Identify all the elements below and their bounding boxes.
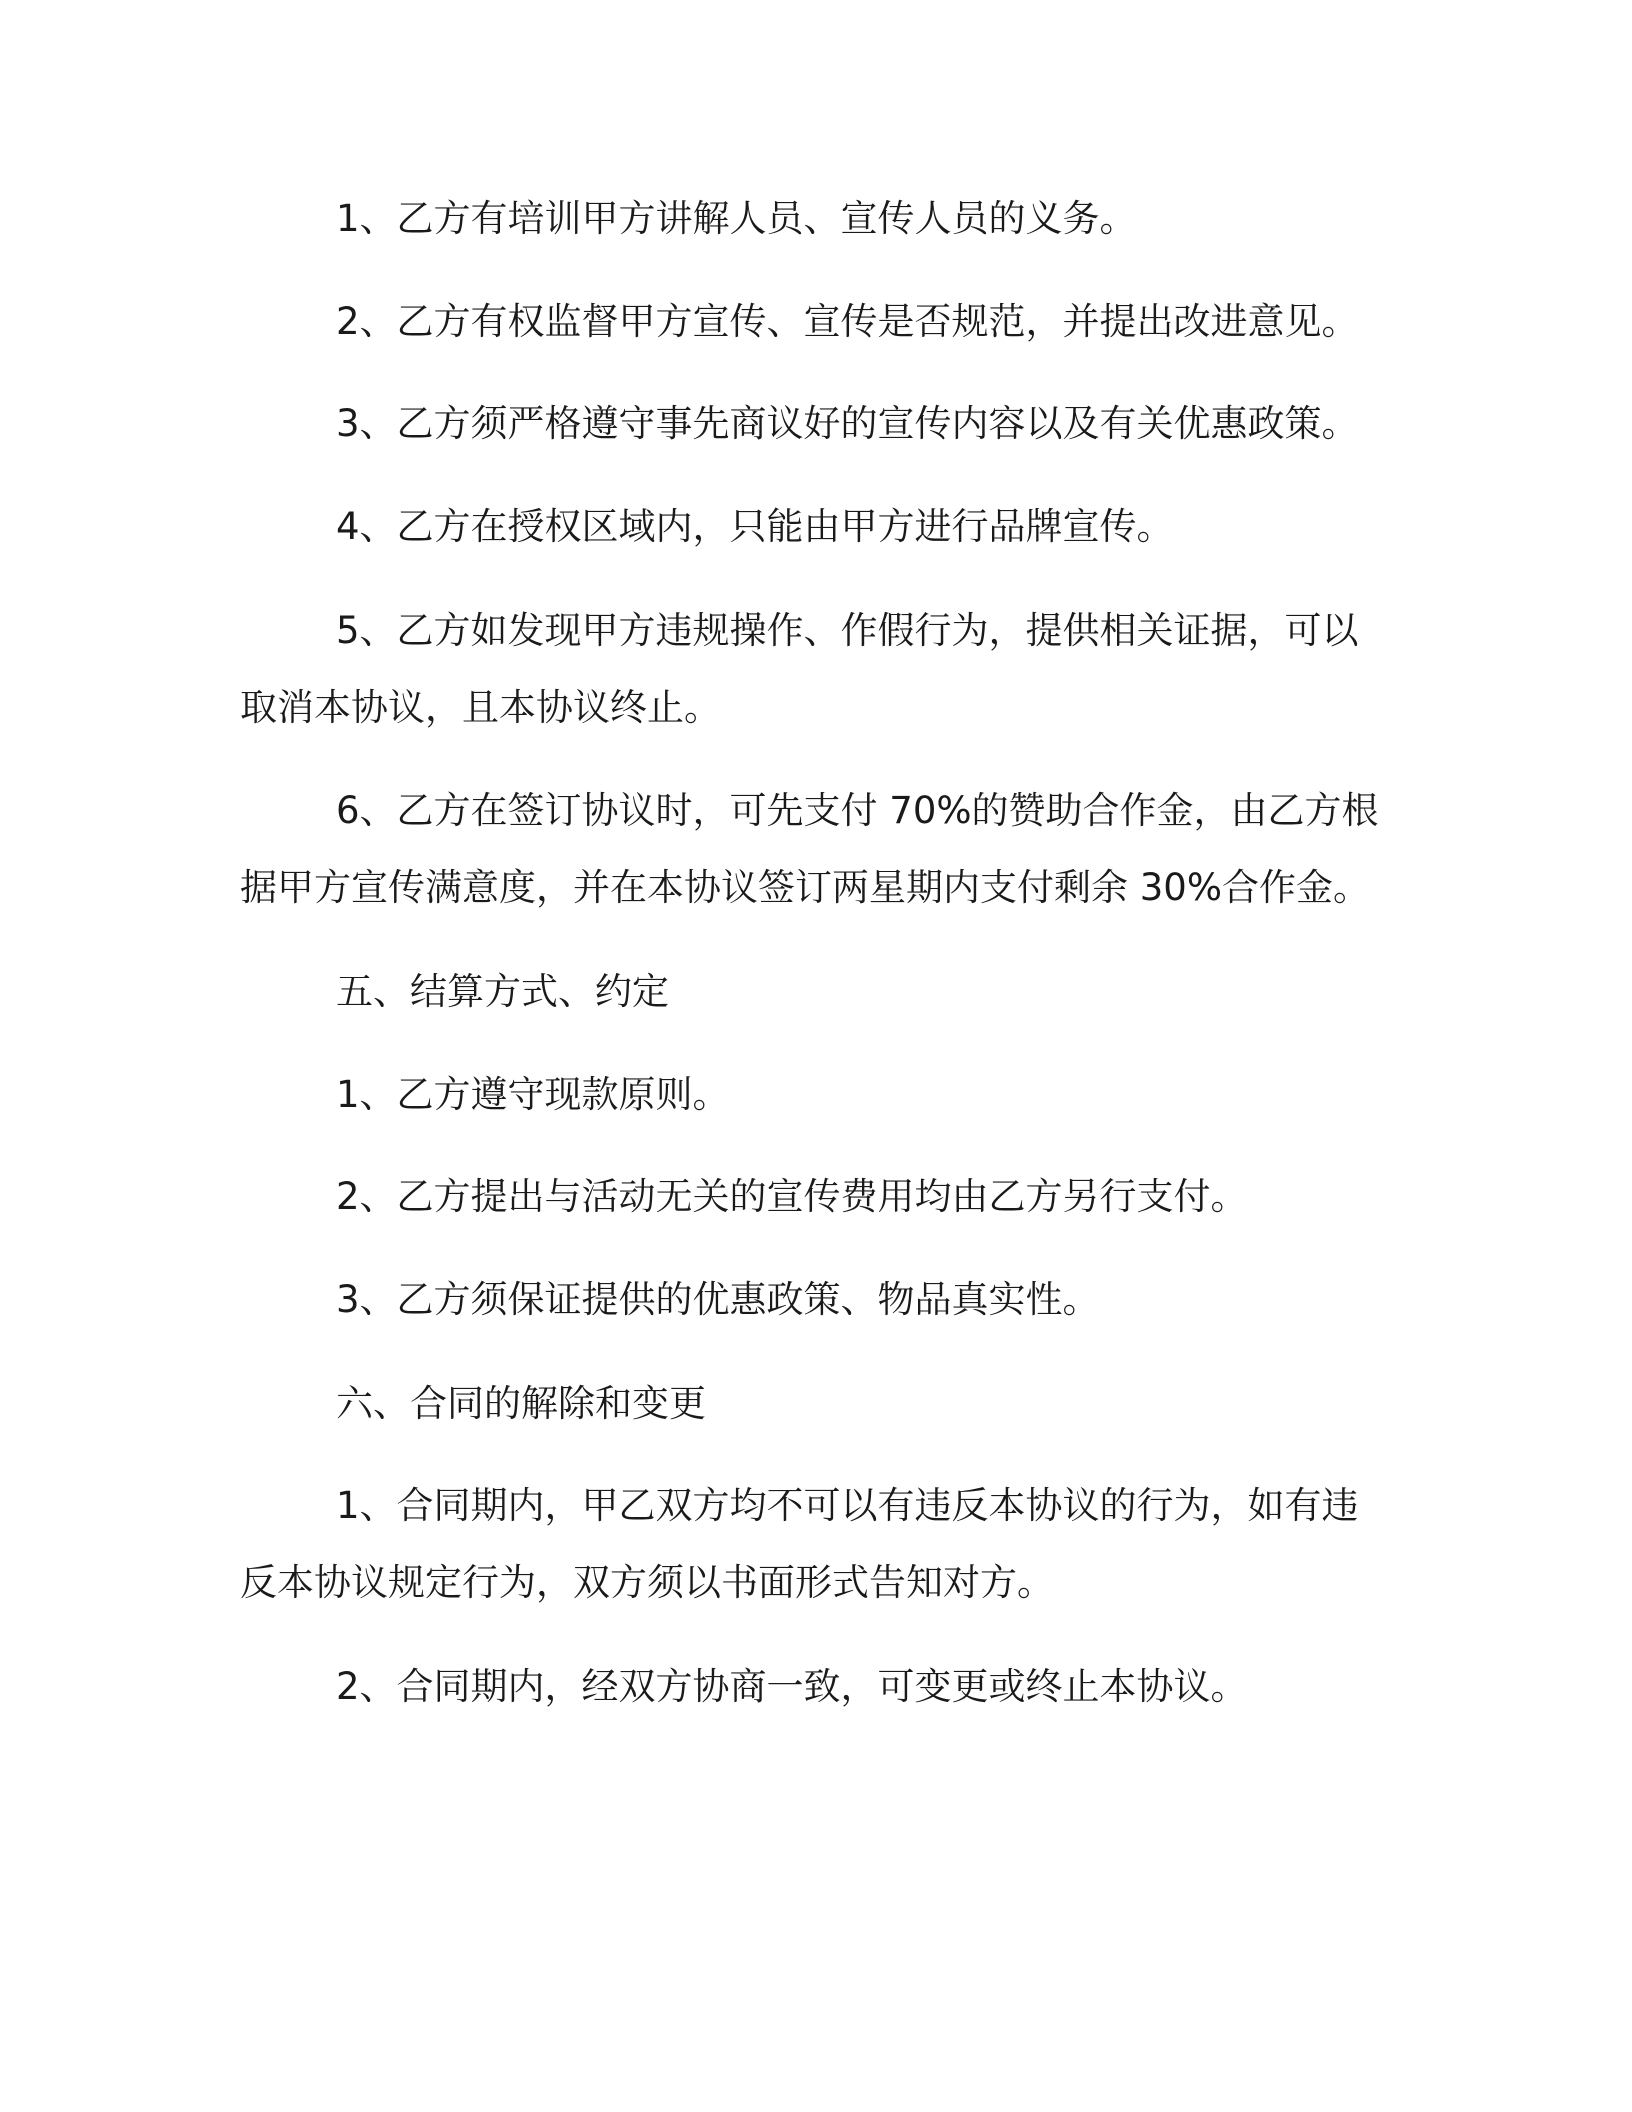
paragraph-contract-change: 2、合同期内，经双方协商一致，可变更或终止本协议。 (336, 1665, 1248, 1708)
paragraph-authenticity: 3、乙方须保证提供的优惠政策、物品真实性。 (336, 1278, 1100, 1321)
paragraph-content-compliance: 3、乙方须严格遵守事先商议好的宣传内容以及有关优惠政策。 (336, 402, 1359, 445)
paragraph-payment-terms: 6、乙方在签订协议时，可先支付 70%的赞助合作金，由乙方根据甲方宣传满意度，并在本协议签订两星期内支付剩余 30%合作金。 (240, 789, 1379, 909)
paragraph-supervision-right: 2、乙方有权监督甲方宣传、宣传是否规范，并提出改进意见。 (336, 300, 1359, 343)
paragraph-training-obligation: 1、乙方有培训甲方讲解人员、宣传人员的义务。 (336, 197, 1137, 240)
section-heading-settlement: 五、结算方式、约定 (336, 970, 669, 1013)
paragraph-contract-violation: 1、合同期内，甲乙双方均不可以有违反本协议的行为，如有违反本协议规定行为，双方须以书面形式告知对方。 (240, 1484, 1359, 1604)
paragraph-violation-termination: 5、乙方如发现甲方违规操作、作假行为，提供相关证据，可以取消本协议，且本协议终止。 (240, 609, 1359, 729)
paragraph-authorized-region: 4、乙方在授权区域内，只能由甲方进行品牌宣传。 (336, 505, 1174, 548)
paragraph-cash-principle: 1、乙方遵守现款原则。 (336, 1073, 730, 1116)
paragraph-extra-fees: 2、乙方提出与活动无关的宣传费用均由乙方另行支付。 (336, 1175, 1248, 1218)
section-heading-termination: 六、合同的解除和变更 (336, 1382, 706, 1425)
